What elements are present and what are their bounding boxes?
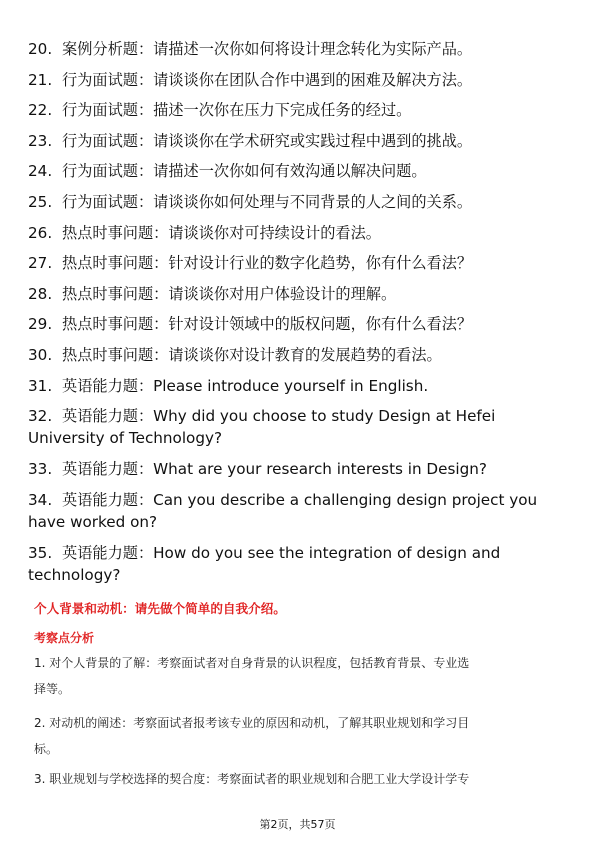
section-title: 个人背景和动机：请先做个简单的自我介绍。 xyxy=(34,601,286,616)
question-number: 25. xyxy=(28,192,53,211)
question-item xyxy=(28,160,568,182)
question-text: 热点时事问题：针对设计领域中的版权问题，你有什么看法？ xyxy=(62,315,473,334)
question-text: 行为面试题：请描述一次你如何有效沟通以解决问题。 xyxy=(62,162,427,181)
question-text: 行为面试题：描述一次你在压力下完成任务的经过。 xyxy=(62,101,412,120)
question-number: 23. xyxy=(28,131,53,150)
question-text: 热点时事问题：针对设计行业的数字化趋势，你有什么看法？ xyxy=(62,254,473,273)
question-text: 英语能力题：Can you describe a challenging design project you xyxy=(62,490,538,509)
question-item xyxy=(28,344,568,366)
question-text: 案例分析题：请描述一次你如何将设计理念转化为实际产品。 xyxy=(62,40,473,58)
question-text: 热点时事问题：请谈谈你对设计教育的发展趋势的看法。 xyxy=(62,345,442,364)
question-number: 31. xyxy=(28,376,53,395)
question-item xyxy=(28,38,568,60)
question-text: 热点时事问题：请谈谈你对用户体验设计的理解。 xyxy=(62,284,397,303)
question-text-continued: University of Technology? xyxy=(28,429,223,448)
question-item xyxy=(28,99,568,121)
analysis-paragraph xyxy=(34,650,564,702)
question-item xyxy=(28,130,568,152)
analysis-title: 考察点分析 xyxy=(34,631,95,645)
question-number: 35. xyxy=(28,543,53,562)
question-text: 行为面试题：请谈谈你在学术研究或实践过程中遇到的挑战。 xyxy=(62,131,473,150)
question-item xyxy=(28,313,568,335)
question-text: 行为面试题：请谈谈你如何处理与不同背景的人之间的关系。 xyxy=(62,192,473,211)
question-text: 英语能力题：What are your research interests in Design? xyxy=(62,460,487,479)
paragraph-line: 3. 职业规划与学校选择的契合度：考察面试者的职业规划和合肥工业大学设计学专 xyxy=(34,772,470,786)
question-number: 21. xyxy=(28,70,53,89)
question-item xyxy=(28,542,568,586)
question-list xyxy=(28,38,568,595)
question-number: 29. xyxy=(28,315,53,334)
question-number: 20. xyxy=(28,40,53,58)
question-number: 24. xyxy=(28,162,53,181)
question-item xyxy=(28,69,568,91)
question-item xyxy=(28,375,568,397)
question-item xyxy=(28,283,568,305)
question-number: 27. xyxy=(28,254,53,273)
paragraph-line: 标。 xyxy=(34,742,59,756)
question-item xyxy=(28,405,568,449)
analysis-paragraph xyxy=(34,710,564,762)
question-item xyxy=(28,458,568,480)
question-item xyxy=(28,191,568,213)
question-number: 32. xyxy=(28,407,53,426)
question-number: 22. xyxy=(28,101,53,120)
analysis-paragraph xyxy=(34,766,564,792)
question-number: 26. xyxy=(28,223,53,242)
question-item xyxy=(28,252,568,274)
paragraph-line: 1. 对个人背景的了解：考察面试者对自身背景的认识程度，包括教育背景、专业选 xyxy=(34,656,470,670)
page-footer: 第2页，共57页 xyxy=(259,818,336,831)
question-number: 28. xyxy=(28,284,53,303)
question-number: 34. xyxy=(28,490,53,509)
paragraph-line: 择等。 xyxy=(34,682,71,696)
question-text: 热点时事问题：请谈谈你对可持续设计的看法。 xyxy=(62,223,381,242)
question-number: 30. xyxy=(28,345,53,364)
paragraph-line: 2. 对动机的阐述：考察面试者报考该专业的原因和动机，了解其职业规划和学习目 xyxy=(34,716,470,730)
question-text: 英语能力题：How do you see the integration of design and xyxy=(62,543,501,562)
question-text-continued: have worked on? xyxy=(28,512,158,531)
question-item xyxy=(28,489,568,533)
question-item xyxy=(28,222,568,244)
question-text: 英语能力题：Why did you choose to study Design at Hefei xyxy=(62,407,496,426)
question-text: 英语能力题：Please introduce yourself in English. xyxy=(62,376,429,395)
question-text-continued: technology? xyxy=(28,565,121,584)
question-number: 33. xyxy=(28,460,53,479)
question-text: 行为面试题：请谈谈你在团队合作中遇到的困难及解决方法。 xyxy=(62,70,473,89)
